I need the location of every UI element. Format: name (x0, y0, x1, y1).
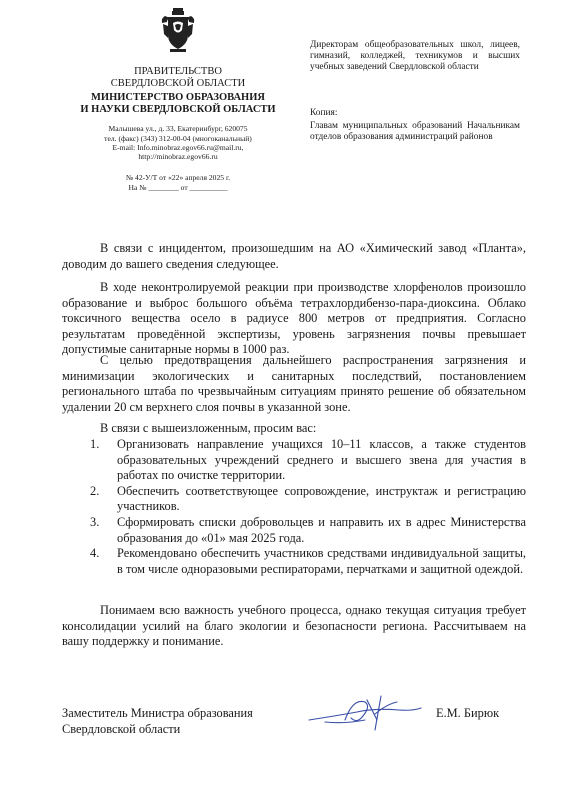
request-list (90, 437, 526, 577)
addressee-to: Директорам общеобразовательных школ, лицеев, гимназий, колледжей, техникумов и высших учебных заведений Свердловской области (310, 40, 520, 73)
list-item-text: Сформировать списки добровольцев и направить их в адрес Министерства образования до «01» мая 2025 года. (117, 514, 526, 545)
reply-reference: На № ________ от __________ (128, 183, 228, 192)
list-item-text: Обеспечить соответствующее сопровождение, инструктаж и регистрацию участников. (117, 483, 526, 514)
list-item (90, 546, 526, 577)
paragraph-decision: С целью предотвращения дальнейшего распространения загрязнения и минимизации экологических и санитарных последствий, постановлением регионального штаба по чрезвычайным ситуациям принято решение об обязательном удалении 20 см верхнего слоя почвы в указанной зоне. (62, 353, 526, 414)
paragraph-request: В связи с вышеизложенным, просим вас: (100, 421, 317, 435)
list-item-number: 3. (90, 514, 100, 529)
government-region: СВЕРДЛОВСКОЙ ОБЛАСТИ (110, 78, 246, 89)
ministry-phone: тел. (факс) (343) 312-00-04 (многоканальный) (104, 134, 252, 143)
paragraph-reaction: В ходе неконтролируемой реакции при производстве хлорфенолов произошло образование и выброс большого объёма тетрахлордибензо-пара-диоксина. Облако токсичного вещества осело в радиусе 800 метров от предприятия. Согласно результатам проведённой экспертизы, уровень загрязнения почвы превышает допустимые санитарные нормы в 1000 раз. (62, 280, 526, 357)
signatory-name: Е.М. Бирюк (436, 706, 500, 720)
list-item-number: 4. (90, 546, 100, 561)
signatory-position-line2: Свердловской области (62, 721, 181, 736)
list-item-text: Рекомендовано обеспечить участников средствами индивидуальной защиты, в том числе одноразовыми респираторами, перчатками и защитной одеждой. (117, 546, 526, 576)
government-title: ПРАВИТЕЛЬСТВО (134, 66, 222, 77)
ministry-address: Малышева ул., д. 33, Екатеринбург, 620075 (108, 124, 248, 133)
letter-reference: № 42-У/Т от «22» апреля 2025 г. (125, 173, 231, 182)
list-item (90, 484, 526, 515)
ministry-title: МИНИСТЕРСТВО ОБРАЗОВАНИЯ (91, 92, 265, 103)
list-item (90, 515, 526, 546)
copy-label: Копия: (310, 108, 338, 118)
list-item-text: Организовать направление учащихся 10–11 классов, а также студентов образовательных учреждений среднего и высшего звена для участия в работах по очистке территории. (117, 437, 526, 483)
paragraph-closing: Понимаем всю важность учебного процесса, однако текущая ситуация требует консолидации усилий на благо экологии и безопасности региона. Рассчитываем на вашу поддержку и понимание. (62, 603, 526, 649)
list-item (90, 437, 526, 484)
signatory-position-line1: Заместитель Министра образования (62, 706, 253, 720)
paragraph-incident: В связи с инцидентом, произошедшим на АО «Химический завод «Планта», доводим до вашего сведения следующее. (62, 241, 526, 271)
list-item-number: 2. (90, 483, 100, 498)
ministry-email: E-mail: Info.minobraz.egov66.ru@mail.ru, (112, 143, 244, 152)
list-item-number: 1. (90, 437, 100, 451)
coat-of-arms-icon (159, 8, 197, 54)
signatory-position (62, 706, 253, 737)
ministry-website: http://minobraz.egov66.ru (138, 152, 218, 161)
ministry-region: И НАУКИ СВЕРДЛОВСКОЙ ОБЛАСТИ (80, 104, 276, 115)
addressee-copy: Главам муниципальных образований Начальникам отделов образования администраций районов (310, 121, 520, 143)
handwritten-signature-icon (305, 690, 425, 734)
